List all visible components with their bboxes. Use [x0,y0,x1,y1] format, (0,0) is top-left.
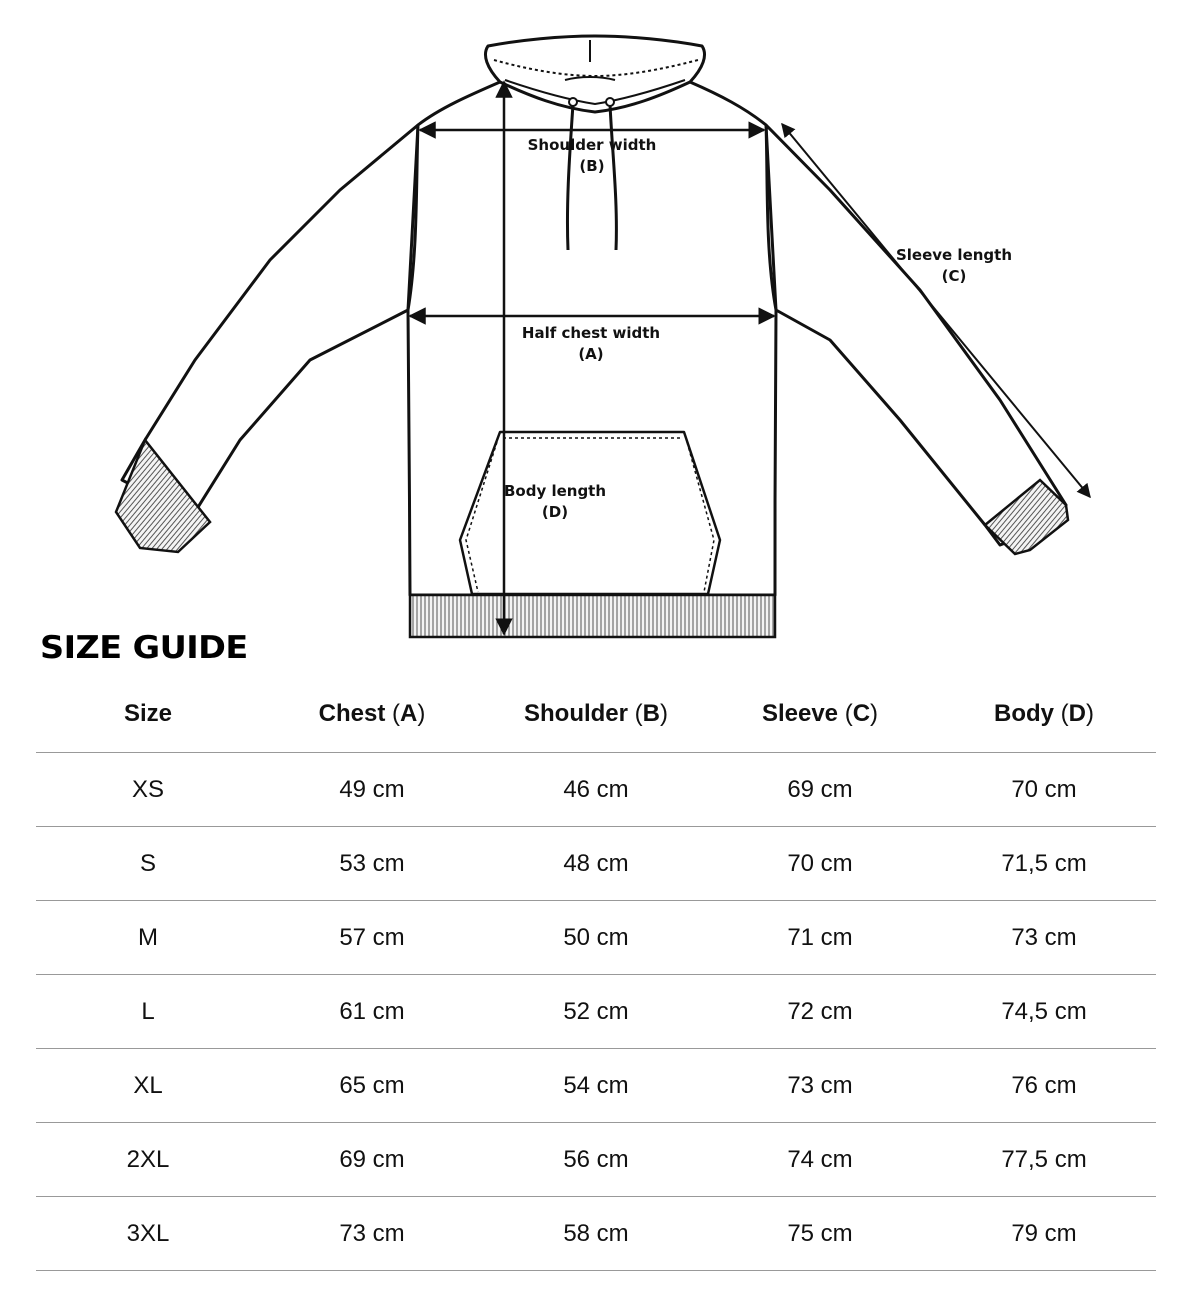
header-body: Body (D) [932,676,1156,753]
size-table [36,676,1156,1271]
shoulder-label: Shoulder width [527,136,657,154]
chest-label: Half chest width [521,324,661,342]
cell-sleeve: 71 cm [708,901,932,975]
chest-code: (A) [578,345,604,363]
table-row [36,901,1156,975]
waistband [410,595,775,637]
body-length-code: (D) [541,503,569,521]
cell-body: 76 cm [932,1049,1156,1123]
right-sleeve [766,125,1066,545]
cell-body: 79 cm [932,1197,1156,1271]
cell-size: XS [36,753,260,827]
cell-shoulder: 58 cm [484,1197,708,1271]
cell-shoulder: 54 cm [484,1049,708,1123]
table-header-row [36,676,1156,753]
left-sleeve [122,125,418,520]
kangaroo-pocket [460,432,720,594]
sleeve-code: (C) [941,267,967,285]
cell-shoulder: 48 cm [484,827,708,901]
cell-chest: 57 cm [260,901,484,975]
cell-sleeve: 70 cm [708,827,932,901]
cell-size: 2XL [36,1123,260,1197]
table-row [36,975,1156,1049]
cell-size: XL [36,1049,260,1123]
header-size: Size [36,676,260,753]
cell-size: L [36,975,260,1049]
cell-chest: 49 cm [260,753,484,827]
cell-size: S [36,827,260,901]
cell-sleeve: 75 cm [708,1197,932,1271]
cell-size: 3XL [36,1197,260,1271]
sleeve-label: Sleeve length [895,246,1013,264]
cell-chest: 69 cm [260,1123,484,1197]
table-row [36,1123,1156,1197]
body-length-label: Body length [503,482,607,500]
cell-body: 73 cm [932,901,1156,975]
cell-shoulder: 56 cm [484,1123,708,1197]
cell-shoulder: 50 cm [484,901,708,975]
cell-body: 71,5 cm [932,827,1156,901]
cell-sleeve: 69 cm [708,753,932,827]
cell-shoulder: 52 cm [484,975,708,1049]
cell-body: 70 cm [932,753,1156,827]
cell-size: M [36,901,260,975]
shoulder-code: (B) [579,157,605,175]
cell-chest: 61 cm [260,975,484,1049]
size-guide-title: SIZE GUIDE [40,630,248,666]
table-row [36,753,1156,827]
table-row [36,1049,1156,1123]
cell-shoulder: 46 cm [484,753,708,827]
table-row [36,827,1156,901]
header-chest: Chest (A) [260,676,484,753]
cell-chest: 73 cm [260,1197,484,1271]
header-sleeve: Sleeve (C) [708,676,932,753]
cell-body: 77,5 cm [932,1123,1156,1197]
cell-chest: 53 cm [260,827,484,901]
cell-sleeve: 72 cm [708,975,932,1049]
table-row [36,1197,1156,1271]
cell-sleeve: 74 cm [708,1123,932,1197]
cell-body: 74,5 cm [932,975,1156,1049]
cell-sleeve: 73 cm [708,1049,932,1123]
cell-chest: 65 cm [260,1049,484,1123]
header-shoulder: Shoulder (B) [484,676,708,753]
